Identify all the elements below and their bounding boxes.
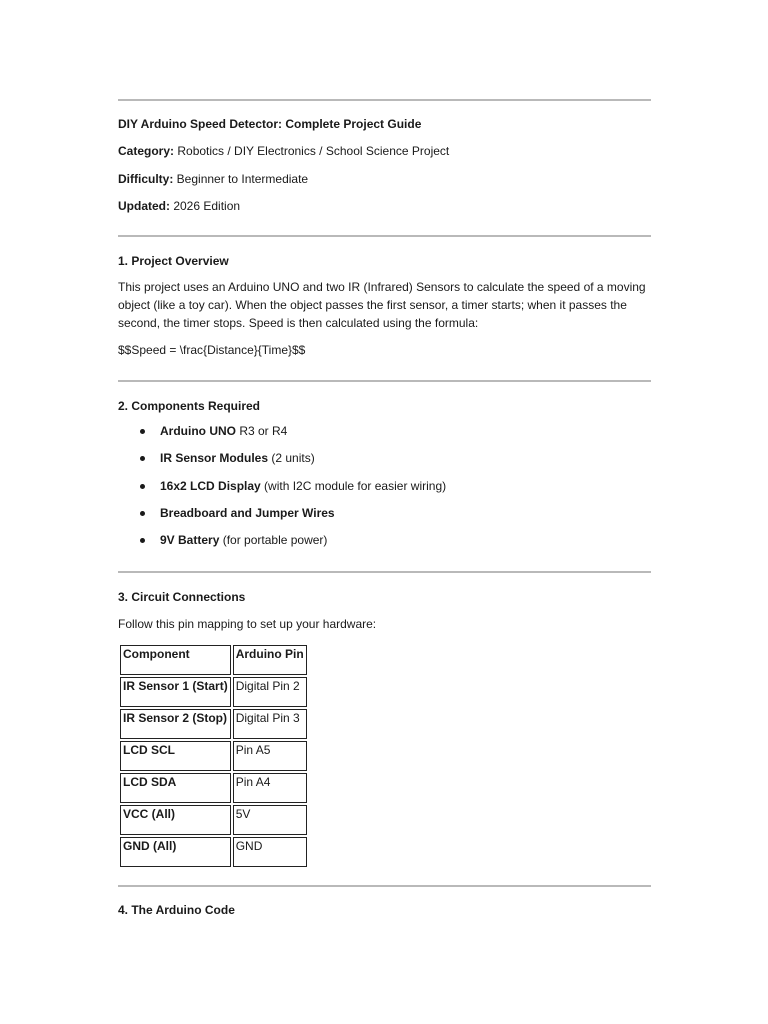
list-item (118, 504, 446, 531)
category-value: Robotics / DIY Electronics / School Science Project (174, 144, 450, 158)
updated-label: Updated: (118, 199, 170, 213)
section-heading-overview: 1. Project Overview (118, 254, 229, 268)
table-row (120, 773, 307, 803)
item-name: Arduino UNO (160, 424, 236, 438)
section-heading-circuit: 3. Circuit Connections (118, 590, 246, 604)
table-cell: Pin A4 (233, 773, 307, 803)
table-cell: Digital Pin 3 (233, 709, 307, 739)
table-header-row (120, 645, 307, 675)
table-header-cell: Component (120, 645, 231, 675)
difficulty-label: Difficulty: (118, 172, 174, 186)
item-detail: R3 or R4 (236, 424, 288, 438)
overview-paragraph: This project uses an Arduino UNO and two IR (Infrared) Sensors to calculate the speed of a moving object (like a toy car). When the object passes the first sensor, a timer starts; when it passes the second, the timer stops. Speed is then calculated using the formula: (118, 280, 646, 330)
item-name: 9V Battery (160, 533, 220, 548)
divider (118, 380, 651, 382)
table-header-cell: Arduino Pin (233, 645, 307, 675)
item-name: IR Sensor Modules (160, 451, 269, 466)
item-name: Breadboard and Jumper Wires (160, 505, 335, 520)
list-item (118, 531, 446, 558)
list-item (118, 422, 446, 449)
speed-formula: $$Speed = \frac{Distance}{Time}$$ (118, 343, 306, 357)
table-cell: Digital Pin 2 (233, 677, 307, 707)
table-row (120, 741, 307, 771)
divider (118, 885, 651, 887)
list-item (118, 477, 446, 504)
table-row (120, 677, 307, 707)
table-cell: VCC (All) (120, 805, 231, 835)
updated-value: 2026 Edition (170, 199, 241, 213)
item-detail: (2 units) (268, 451, 315, 466)
item-detail: (with I2C module for easier wiring) (260, 478, 447, 493)
table-cell: 5V (233, 805, 307, 835)
table-row (120, 709, 307, 739)
section-heading-code: 4. The Arduino Code (118, 903, 235, 917)
item-detail: (for portable power) (219, 533, 328, 548)
page-title: DIY Arduino Speed Detector: Complete Project Guide (118, 117, 422, 131)
table-row (120, 805, 307, 835)
divider (118, 235, 651, 237)
divider (118, 99, 651, 101)
section-heading-components: 2. Components Required (118, 399, 261, 413)
difficulty-value: Beginner to Intermediate (173, 172, 309, 186)
table-cell: GND (All) (120, 837, 231, 867)
table-cell: IR Sensor 1 (Start) (120, 677, 231, 707)
table-cell: Pin A5 (233, 741, 307, 771)
list-item (118, 449, 446, 476)
category-label: Category: (118, 144, 175, 158)
difficulty-line (118, 171, 308, 187)
item-name: 16x2 LCD Display (160, 478, 261, 493)
table-row (120, 837, 307, 867)
pin-mapping-table (118, 643, 309, 869)
circuit-intro: Follow this pin mapping to set up your hardware: (118, 617, 377, 631)
table-cell: LCD SDA (120, 773, 231, 803)
divider (118, 571, 651, 573)
table-cell: GND (233, 837, 307, 867)
table-cell: IR Sensor 2 (Stop) (120, 709, 231, 739)
category-line (118, 143, 449, 159)
components-list (118, 422, 446, 558)
table-cell: LCD SCL (120, 741, 231, 771)
updated-line (118, 198, 240, 214)
